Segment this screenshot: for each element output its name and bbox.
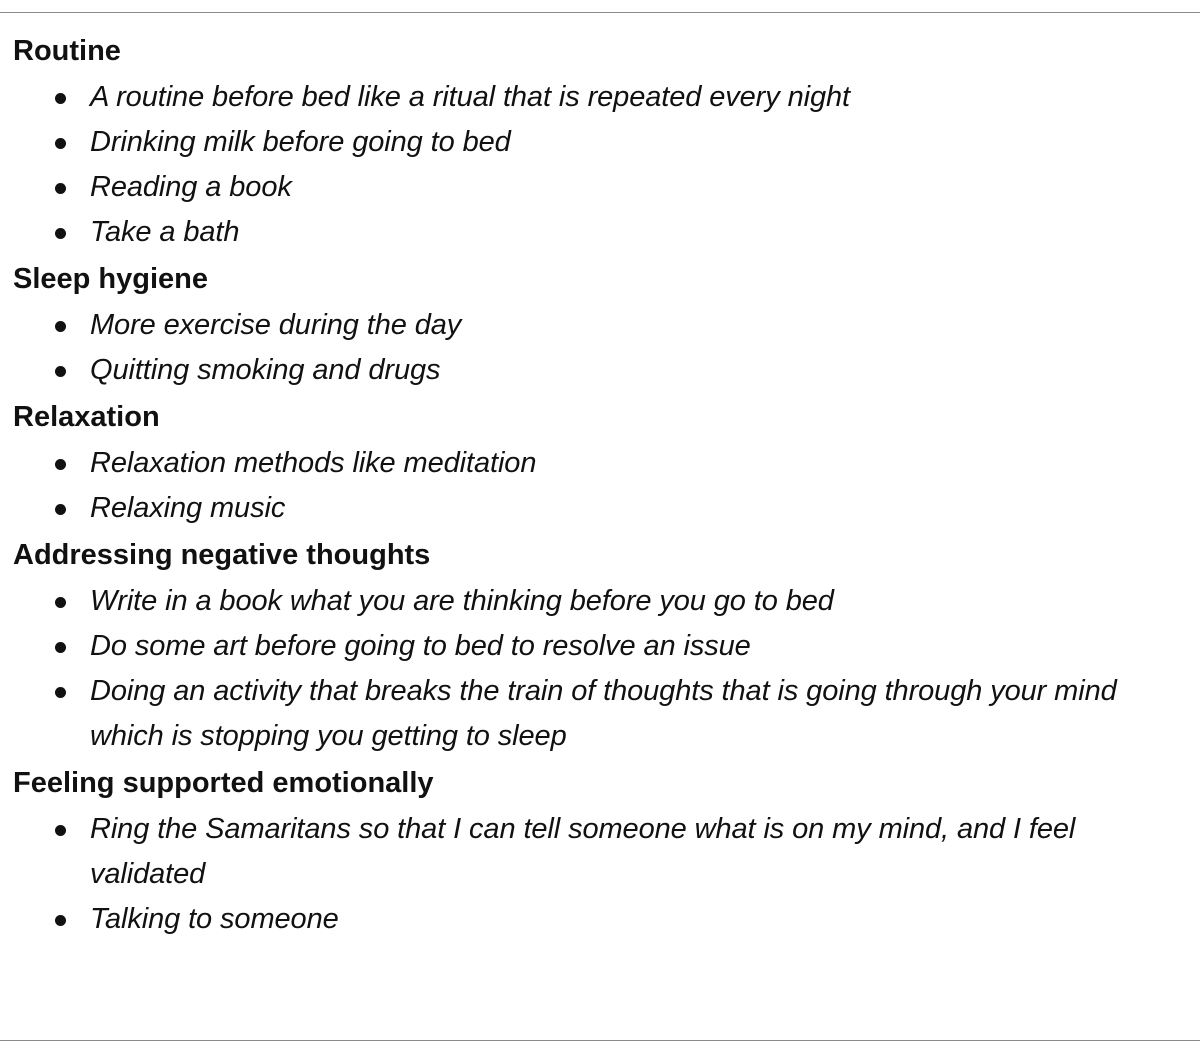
- section-feeling-supported-emotionally: [13, 765, 1188, 942]
- list-item-text: Write in a book what you are thinking before you go to bed: [90, 585, 834, 617]
- list-item-text: Reading a book: [90, 171, 292, 203]
- bullet-icon: [55, 321, 66, 332]
- list-item-text: Take a bath: [90, 216, 240, 248]
- bullet-icon: [55, 825, 66, 836]
- list-item-text: Talking to someone: [90, 903, 339, 935]
- bottom-rule: [0, 1040, 1200, 1041]
- section-heading: Relaxation: [13, 401, 160, 433]
- section-items: [13, 303, 1188, 393]
- list-item-text: A routine before bed like a ritual that is repeated every night: [90, 81, 850, 113]
- bullet-icon: [55, 687, 66, 698]
- list-item: [13, 897, 1130, 942]
- bullet-icon: [55, 366, 66, 377]
- section-items: [13, 441, 1188, 531]
- section-sleep-hygiene: [13, 261, 1188, 393]
- list-item: [13, 348, 1130, 393]
- bullet-icon: [55, 183, 66, 194]
- bullet-icon: [55, 642, 66, 653]
- strategy-list: [13, 33, 1188, 948]
- list-item: [13, 303, 1130, 348]
- bullet-icon: [55, 459, 66, 470]
- bullet-icon: [55, 93, 66, 104]
- section-items: [13, 579, 1188, 759]
- list-item-text: Drinking milk before going to bed: [90, 126, 511, 158]
- list-item: [13, 165, 1130, 210]
- section-relaxation: [13, 399, 1188, 531]
- list-item-text: Quitting smoking and drugs: [90, 354, 441, 386]
- top-rule: [0, 12, 1200, 13]
- bullet-icon: [55, 138, 66, 149]
- bullet-icon: [55, 228, 66, 239]
- list-item: [13, 669, 1130, 759]
- list-item-text: Doing an activity that breaks the train of thoughts that is going through your mind which is stopping you getting to sleep: [90, 675, 1117, 752]
- list-item-text: Relaxation methods like meditation: [90, 447, 537, 479]
- list-item: [13, 579, 1130, 624]
- section-routine: [13, 33, 1188, 255]
- section-addressing-negative-thoughts: [13, 537, 1188, 759]
- list-item: [13, 75, 1130, 120]
- list-item: [13, 624, 1130, 669]
- bullet-icon: [55, 915, 66, 926]
- bullet-icon: [55, 597, 66, 608]
- section-heading: Sleep hygiene: [13, 263, 209, 295]
- list-item-text: More exercise during the day: [90, 309, 462, 341]
- section-heading: Addressing negative thoughts: [13, 539, 431, 571]
- list-item: [13, 486, 1130, 531]
- section-heading: Feeling supported emotionally: [13, 767, 434, 799]
- section-items: [13, 75, 1188, 255]
- bullet-icon: [55, 504, 66, 515]
- list-item: [13, 210, 1130, 255]
- list-item: [13, 807, 1130, 897]
- list-item-text: Do some art before going to bed to resolve an issue: [90, 630, 751, 662]
- list-item: [13, 120, 1130, 165]
- list-item: [13, 441, 1130, 486]
- section-items: [13, 807, 1188, 942]
- list-item-text: Ring the Samaritans so that I can tell someone what is on my mind, and I feel validated: [90, 813, 1076, 890]
- section-heading: Routine: [13, 35, 121, 67]
- list-item-text: Relaxing music: [90, 492, 286, 524]
